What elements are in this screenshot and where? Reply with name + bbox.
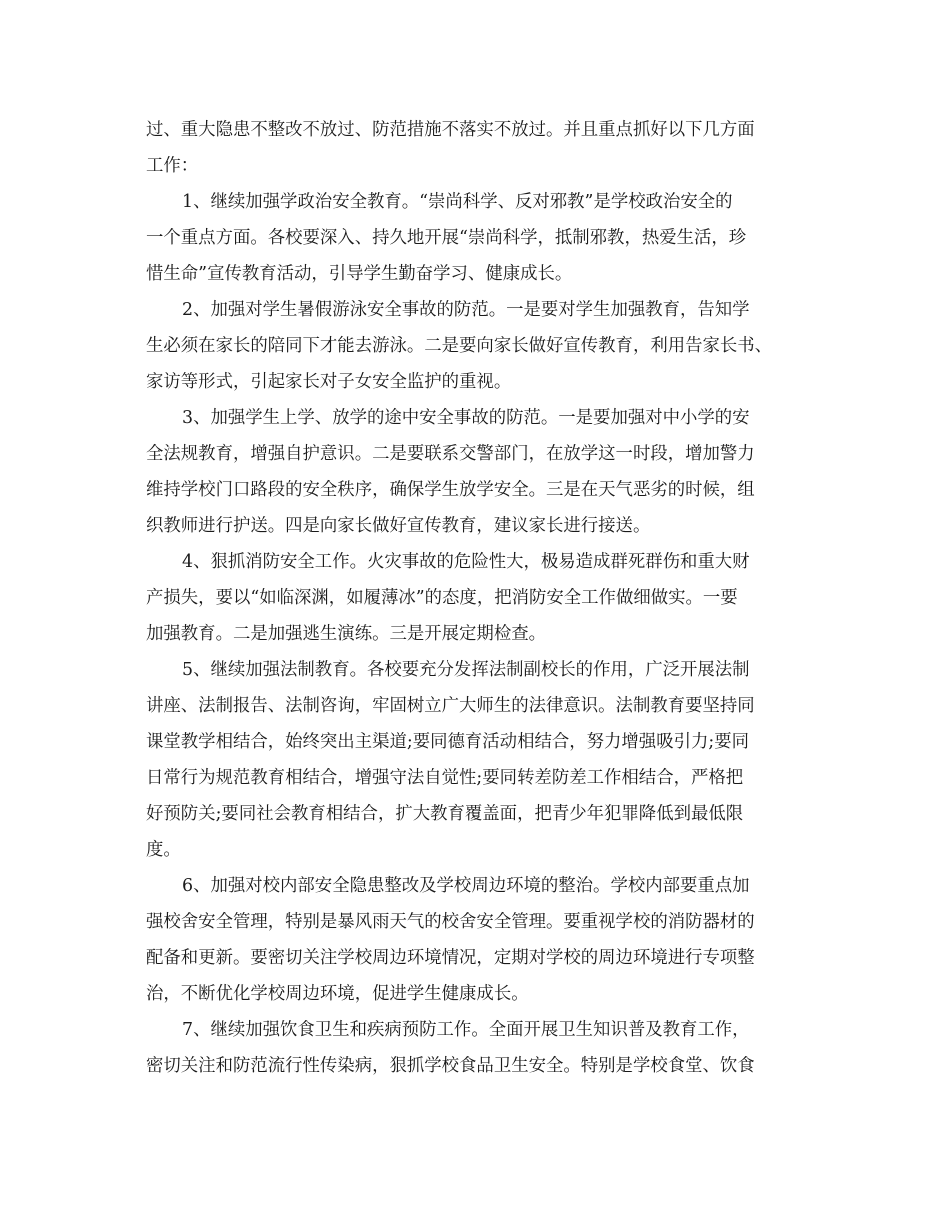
text-line: 讲座、法制报告、法制咨询，牢固树立广大师生的法律意识。法制教育要坚持同 [146,696,755,716]
text-line: 生必须在家长的陪同下才能去游泳。二是要向家长做好宣传教育，利用告家长书、 [146,336,773,356]
list-item-3-line: 3、加强学生上学、放学的途中安全事故的防范。一是要加强对中小学的安 [182,408,750,428]
list-item-5-line: 5、继续加强法制教育。各校要充分发挥法制副校长的作用，广泛开展法制 [182,660,750,680]
list-item-2-line: 2、加强对学生暑假游泳安全事故的防范。一是要对学生加强教育，告知学 [182,300,750,320]
list-item-7-line: 7、继续加强饮食卫生和疾病预防工作。全面开展卫生知识普及教育工作， [182,1020,750,1040]
text-line: 密切关注和防范流行性传染病，狠抓学校食品卫生安全。特别是学校食堂、饮食 [146,1056,755,1076]
text-line: 全法规教育，增强自护意识。二是要联系交警部门，在放学这一时段，增加警力 [146,444,755,464]
text-line: 好预防关;要同社会教育相结合，扩大教育覆盖面，把青少年犯罪降低到最低限 [146,804,744,824]
list-item-1-line: 1、继续加强学政治安全教育。“崇尚科学、反对邪教”是学校政治安全的 [182,192,733,212]
document-body [146,112,806,1084]
text-line: 课堂教学相结合，始终突出主渠道;要同德育活动相结合，努力增强吸引力;要同 [146,732,750,752]
text-line: 度。 [146,840,181,860]
text-line: 维持学校门口路段的安全秩序，确保学生放学安全。三是在天气恶劣的时候，组 [146,480,755,500]
text-line: 配备和更新。要密切关注学校周边环境情况，定期对学校的周边环境进行专项整 [146,948,755,968]
text-line: 强校舍安全管理，特别是暴风雨天气的校舍安全管理。要重视学校的消防器材的 [146,912,755,932]
text-line: 治，不断优化学校周边环境，促进学生健康成长。 [146,984,529,1004]
text-line: 工作： [146,156,199,176]
text-line: 惜生命”宣传教育活动，引导学生勤奋学习、健康成长。 [146,264,573,284]
list-item-6-line: 6、加强对校内部安全隐患整改及学校周边环境的整治。学校内部要重点加 [182,876,750,896]
text-line: 一个重点方面。各校要深入、持久地开展“崇尚科学，抵制邪教，热爱生活，珍 [146,228,747,248]
text-line: 加强教育。二是加强逃生演练。三是开展定期检查。 [146,624,546,644]
text-line: 织教师进行护送。四是向家长做好宣传教育，建议家长进行接送。 [146,516,651,536]
text-line: 日常行为规范教育相结合，增强守法自觉性;要同转差防差工作相结合，严格把 [146,768,744,788]
text-line: 产损失，要以“如临深渊，如履薄冰”的态度，把消防安全工作做细做实。一要 [146,588,738,608]
text-line: 家访等形式，引起家长对子女安全监护的重视。 [146,372,512,392]
list-item-4-line: 4、狠抓消防安全工作。火灾事故的危险性大，极易造成群死群伤和重大财 [182,552,750,572]
text-line: 过、重大隐患不整改不放过、防范措施不落实不放过。并且重点抓好以下几方面 [146,120,755,140]
